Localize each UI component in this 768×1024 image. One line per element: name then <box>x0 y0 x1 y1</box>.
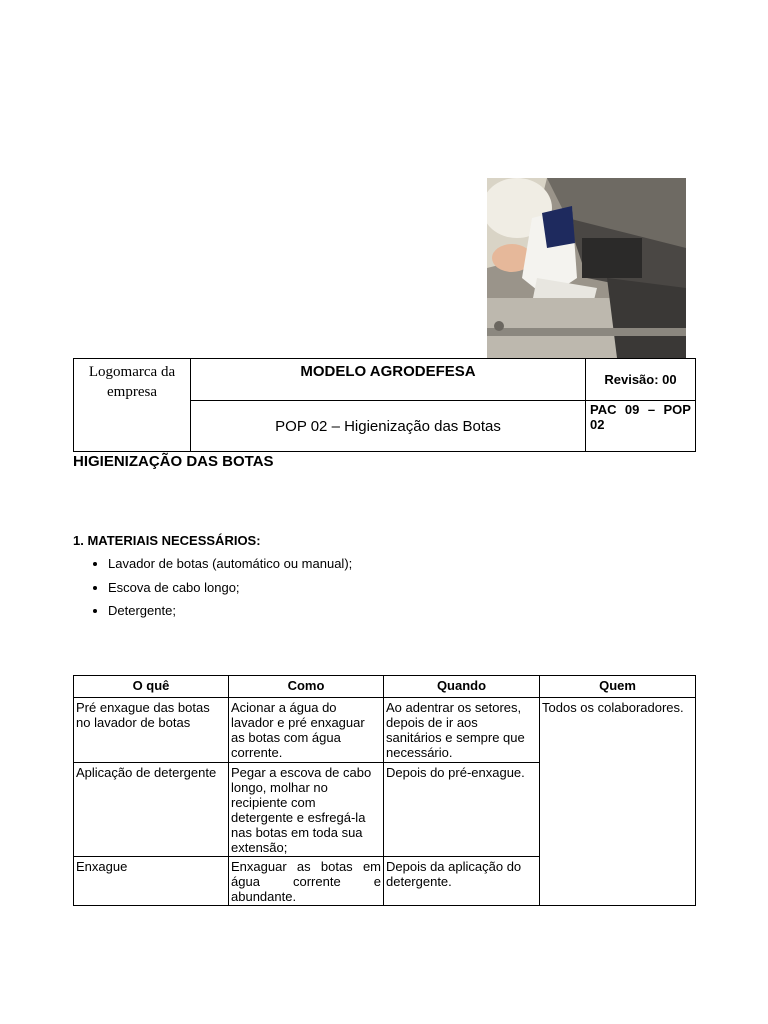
list-item: • Detergente; <box>108 603 352 627</box>
column-header-who: Quem <box>540 676 696 698</box>
cell-how: Acionar a água do lavador e pré enxaguar as botas com água corrente. <box>229 698 384 763</box>
cell-how: Pegar a escova de cabo longo, molhar no recipiente com detergente e esfregá-la nas botas em toda sua extensão; <box>229 763 384 857</box>
cell-when: Ao adentrar os setores, depois de ir aos sanitários e sempre que necessário. <box>384 698 540 763</box>
procedure-table <box>73 675 696 906</box>
cell-what: Enxague <box>74 857 229 906</box>
document-title: HIGIENIZAÇÃO DAS BOTAS <box>73 453 274 470</box>
cell-what: Pré enxague das botas no lavador de botas <box>74 698 229 763</box>
cell-how: Enxaguar as botas em água corrente e abundante. <box>229 857 384 906</box>
table-header-row <box>74 676 696 698</box>
logo-placeholder <box>74 359 191 452</box>
cell-what: Aplicação de detergente <box>74 763 229 857</box>
cell-who: Todos os colaboradores. <box>540 698 696 906</box>
document-header-table <box>73 358 696 452</box>
cell-when: Depois da aplicação do detergente. <box>384 857 540 906</box>
boot-washing-photo <box>487 178 686 358</box>
logo-text: Logomarca da empresa <box>88 364 176 400</box>
materials-heading: 1. MATERIAIS NECESSÁRIOS: <box>73 533 261 548</box>
pac-dash: – <box>647 402 656 417</box>
pac-number: 09 <box>624 402 640 417</box>
pop-label: POP <box>663 402 691 417</box>
table-row <box>74 698 696 763</box>
model-title: MODELO AGRODEFESA <box>191 359 586 401</box>
column-header-when: Quando <box>384 676 540 698</box>
pac-code <box>586 401 696 452</box>
column-header-what: O quê <box>74 676 229 698</box>
list-item: • Lavador de botas (automático ou manual); <box>108 556 352 580</box>
revision-label: Revisão: 00 <box>586 359 696 401</box>
list-item: • Escova de cabo longo; <box>108 580 352 604</box>
cell-when: Depois do pré-enxague. <box>384 763 540 857</box>
pop-number: 02 <box>590 417 605 432</box>
column-header-how: Como <box>229 676 384 698</box>
pac-label: PAC <box>590 402 617 417</box>
pop-title: POP 02 – Higienização das Botas <box>191 401 586 452</box>
materials-list <box>73 556 352 627</box>
